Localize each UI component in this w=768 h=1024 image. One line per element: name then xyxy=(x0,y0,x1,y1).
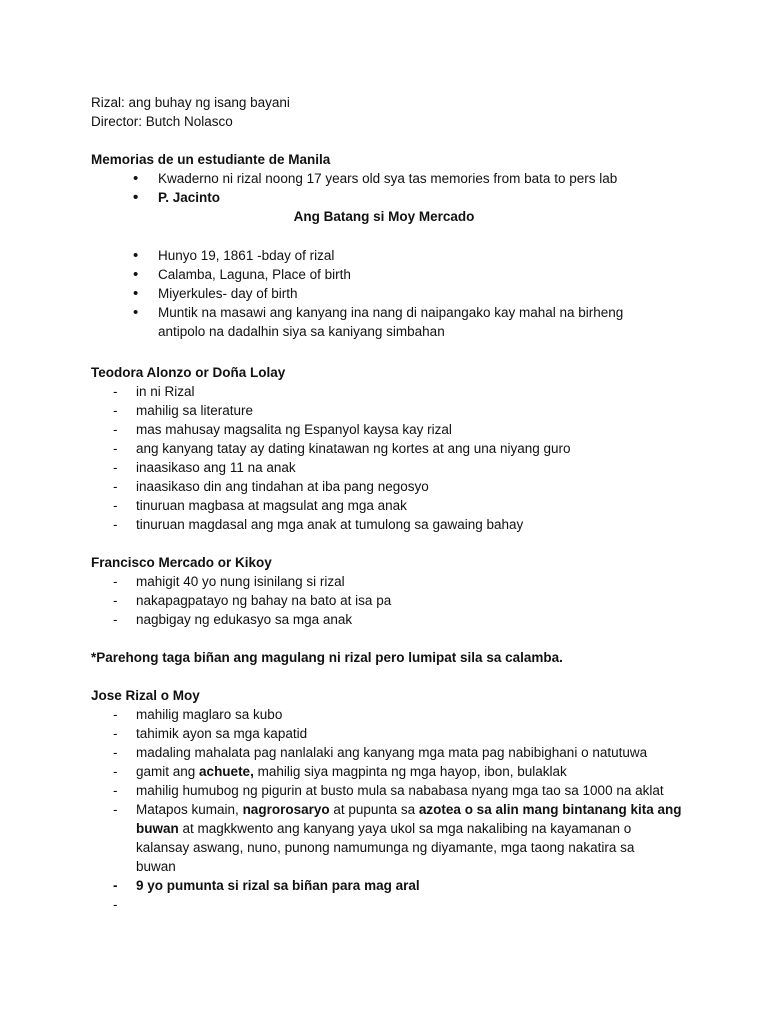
list-item xyxy=(113,800,681,876)
list-item-empty xyxy=(113,895,681,914)
batang-moy-subheading: Ang Batang si Moy Mercado xyxy=(293,209,475,224)
list-item: - mahigit 40 yo nung isinilang si rizal xyxy=(113,572,391,591)
list-item-line xyxy=(136,800,681,819)
list-item: - mahilig humubog ng pigurin at busto mula sa nababasa nyang mga tao sa 1000 na aklat xyxy=(113,781,681,800)
parents-note: *Parehong taga biñan ang magulang ni rizal pero lumipat sila sa calamba. xyxy=(91,650,563,665)
list-item: - tahimik ayon sa mga kapatid xyxy=(113,724,681,743)
bold-run: azotea o sa alin mang bintanang kita ang xyxy=(418,802,682,817)
list-item: • Calamba, Laguna, Place of birth xyxy=(133,265,623,284)
jose-list xyxy=(113,705,681,914)
jose-heading: Jose Rizal o Moy xyxy=(91,688,200,703)
list-item-line: buwan xyxy=(136,859,176,874)
memorias-bullet-list xyxy=(133,169,617,207)
text-run: gamit ang xyxy=(136,764,200,779)
list-item: • P. Jacinto xyxy=(133,188,617,207)
list-item-line: kalansay aswang, nuno, punong namumunga ng diyamante, mga taong nakatira sa xyxy=(136,840,635,855)
list-item-line: • Muntik na masawi ang kanyang ina nang di naipangako kay mahal na birheng xyxy=(158,305,624,320)
list-item: - nakapagpatayo ng bahay na bato at isa pa xyxy=(113,591,391,610)
teodora-heading: Teodora Alonzo or Doña Lolay xyxy=(91,365,286,380)
list-item: - madaling mahalata pag nanlalaki ang kanyang mga mata pag nabibighani o natutuwa xyxy=(113,743,681,762)
list-item: • Kwaderno ni rizal noong 17 years old sya tas memories from bata to pers lab xyxy=(133,169,617,188)
list-item: - nagbigay ng edukasyo sa mga anak xyxy=(113,610,391,629)
francisco-heading: Francisco Mercado or Kikoy xyxy=(91,555,272,570)
francisco-list xyxy=(113,572,391,629)
list-item-line xyxy=(136,819,681,838)
bold-run: achuete, xyxy=(199,764,254,779)
text-run: at magkkwento ang kanyang yaya ukol sa mga nakalibing na kayamanan o xyxy=(178,821,632,836)
memorias-heading: Memorias de un estudiante de Manila xyxy=(91,152,331,167)
bold-run: nagrorosaryo xyxy=(242,802,330,817)
list-item: - in ni Rizal xyxy=(113,382,571,401)
list-item xyxy=(133,303,623,341)
director-line: Director: Butch Nolasco xyxy=(91,114,233,129)
list-item: - tinuruan magdasal ang mga anak at tumulong sa gawaing bahay xyxy=(113,515,571,534)
list-item: • Hunyo 19, 1861 -bday of rizal xyxy=(133,246,623,265)
list-item: - tinuruan magbasa at magsulat ang mga anak xyxy=(113,496,571,515)
list-item: - mas mahusay magsalita ng Espanyol kaysa kay rizal xyxy=(113,420,571,439)
list-item: - inaasikaso ang 11 na anak xyxy=(113,458,571,477)
teodora-list xyxy=(113,382,571,534)
list-item: • Miyerkules- day of birth xyxy=(133,284,623,303)
list-item: - 9 yo pumunta si rizal sa biñan para mag aral xyxy=(113,876,681,895)
list-item: - mahilig maglaro sa kubo xyxy=(113,705,681,724)
list-item-line: antipolo na dadalhin siya sa kaniyang simbahan xyxy=(158,324,445,339)
text-run: mahilig siya magpinta ng mga hayop, ibon, bulaklak xyxy=(253,764,567,779)
list-item: - mahilig sa literature xyxy=(113,401,571,420)
birth-bullet-list xyxy=(133,246,623,341)
list-item: - ang kanyang tatay ay dating kinatawan ng kortes at ang una niyang guro xyxy=(113,439,571,458)
list-item: - inaasikaso din ang tindahan at iba pang negosyo xyxy=(113,477,571,496)
text-run: Matapos kumain, xyxy=(136,802,243,817)
list-item xyxy=(113,762,681,781)
text-run: at pupunta sa xyxy=(329,802,419,817)
movie-title: Rizal: ang buhay ng isang bayani xyxy=(91,95,290,110)
bold-run: buwan xyxy=(136,821,179,836)
